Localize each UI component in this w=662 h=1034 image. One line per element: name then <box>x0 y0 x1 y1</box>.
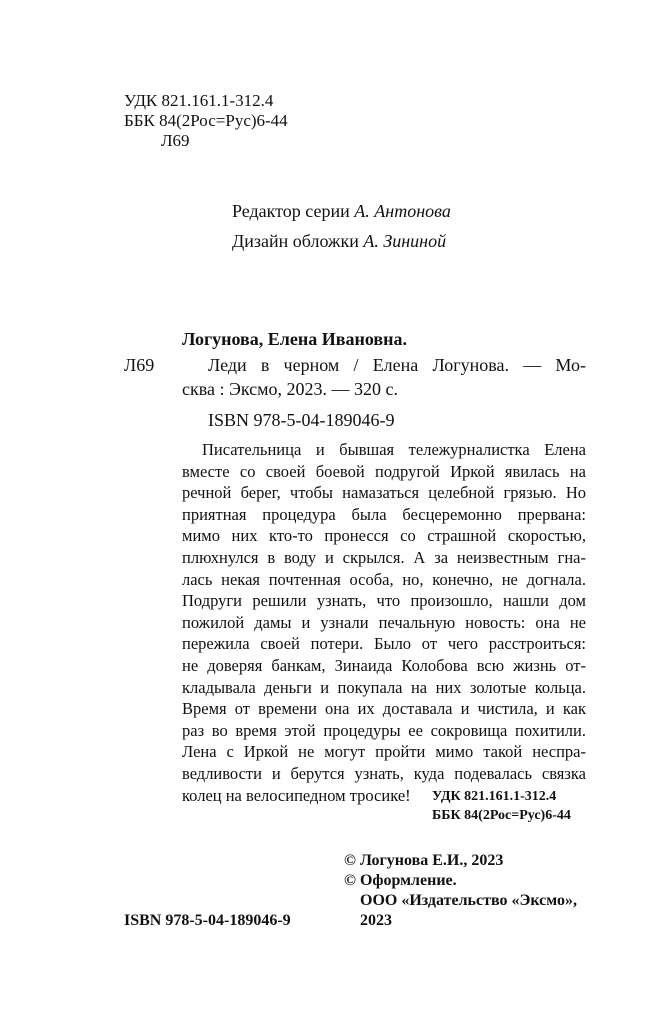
cover-design-label: Дизайн обложки <box>232 231 359 251</box>
footer-isbn: ISBN 978-5-04-189046-9 <box>124 912 291 929</box>
cover-design-name: А. Зининой <box>363 231 447 251</box>
footer-udk-code: УДК 821.161.1-312.4 <box>432 789 557 804</box>
annotation-line: мимо них кто-то пронесся со страшной скоростью, <box>182 526 586 546</box>
series-editor-name: А. Антонова <box>354 201 451 221</box>
annotation <box>182 439 586 806</box>
annotation-line: речной берег, чтобы намазаться целебной грязью. Но <box>182 483 586 503</box>
annotation-line: пережила своей потери. Было от чего расстроиться: <box>182 634 586 654</box>
annotation-line: не доверяя банкам, Зинаида Колобова всю жизнь от- <box>182 655 586 675</box>
annotation-line: раз во время этой процедуры ее сокровища похитили. <box>182 720 586 740</box>
annotation-line: приятная процедура была бесцеремонно прервана: <box>182 504 586 524</box>
annotation-line: Время от времени она их доставала и чистила, и как <box>182 699 586 719</box>
bbk-code: ББК 84(2Рос=Рус)6-44 <box>124 111 288 130</box>
annotation-line: лась некая почтенная особа, но, конечно, не догнала. <box>182 569 586 589</box>
copyright-design: © Оформление. <box>344 872 457 889</box>
catalog-title-line-1: Леди в черном / Елена Логунова. — Мо- <box>208 355 586 375</box>
annotation-line: ведливости и берутся узнать, куда подевалась связка <box>182 763 586 783</box>
annotation-line: кладывала деньги и покупала на них золотые кольца. <box>182 677 586 697</box>
annotation-line: Писательница и бывшая тележурналистка Елена <box>202 440 586 459</box>
annotation-line: Лена с Иркой не могут пройти мимо такой неспра- <box>182 742 586 762</box>
copyright-author: © Логунова Е.И., 2023 <box>344 852 504 869</box>
catalog-isbn: ISBN 978-5-04-189046-9 <box>208 410 395 430</box>
annotation-line: вместе со своей боевой подругой Иркой явилась на <box>182 461 586 481</box>
catalog-mark: Л69 <box>124 355 155 375</box>
annotation-line: Подруги решили узнать, что произошло, нашли дом <box>182 591 586 611</box>
udk-code: УДК 821.161.1-312.4 <box>124 91 274 110</box>
series-editor-label: Редактор серии <box>232 201 350 221</box>
series-editor-line <box>232 198 451 224</box>
author-mark: Л69 <box>161 131 190 150</box>
cover-design-line <box>232 228 446 254</box>
author-heading: Логунова, Елена Ивановна. <box>182 329 407 349</box>
annotation-line: плюхнулся в воду и скрылся. А за неизвестным гна- <box>182 547 586 567</box>
copyright-year: 2023 <box>360 912 392 929</box>
annotation-line: пожилой дамы и узнали печальную новость: она не <box>182 612 586 632</box>
catalog-title-line-2: сква : Эксмо, 2023. — 320 с. <box>182 379 399 399</box>
copyright-publisher: ООО «Издательство «Эксмо», <box>360 892 577 909</box>
footer-bbk-code: ББК 84(2Рос=Рус)6-44 <box>432 808 571 823</box>
annotation-line: колец на велосипедном тросике! <box>182 785 411 805</box>
